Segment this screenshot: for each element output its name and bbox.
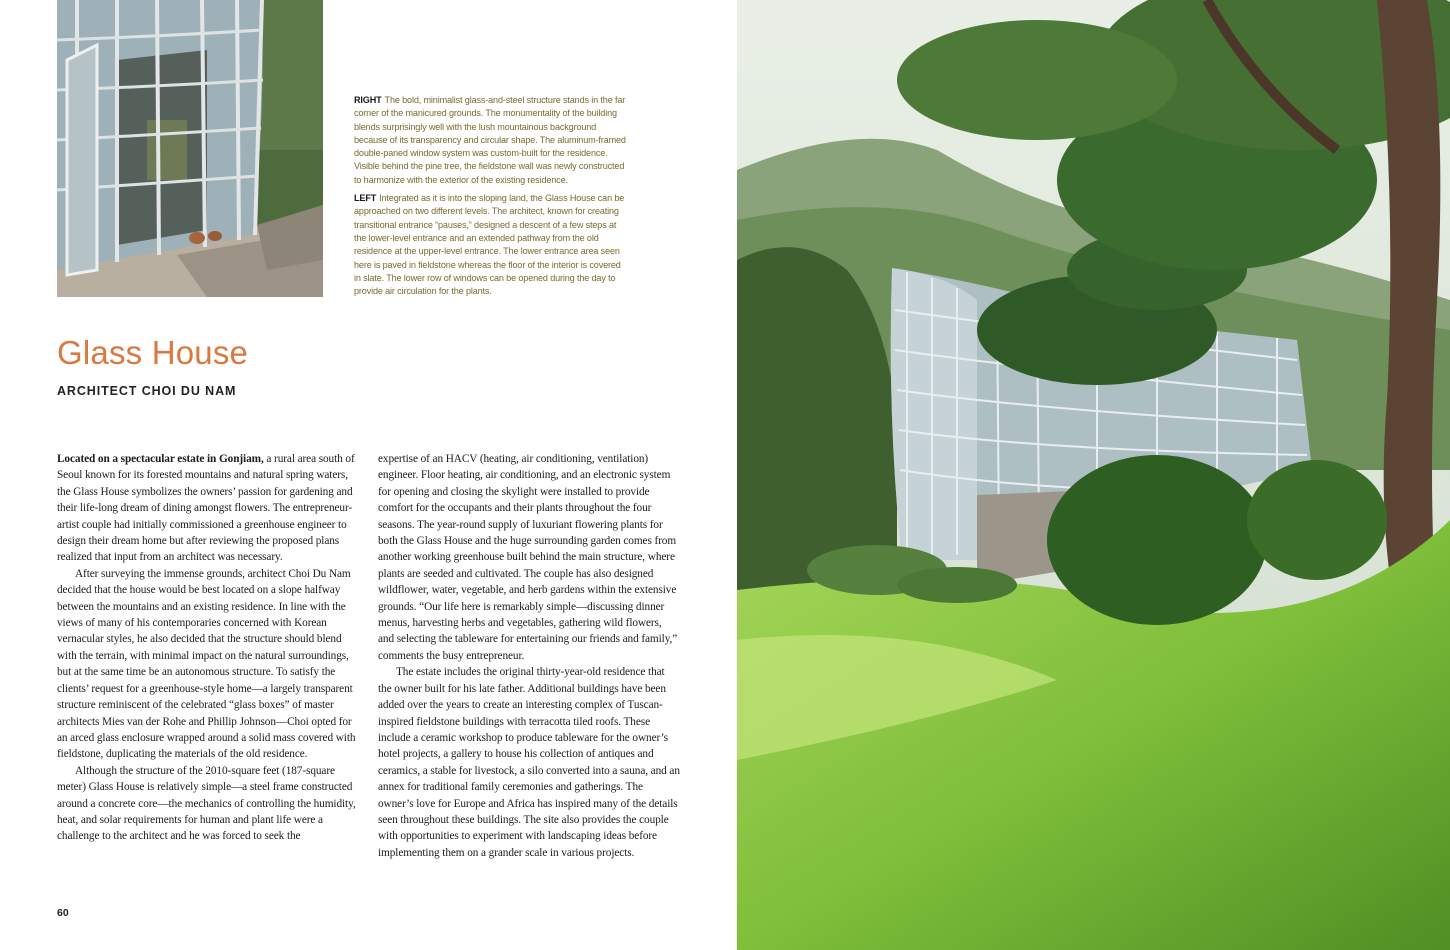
caption-lead: RIGHT — [354, 95, 382, 105]
glass-house-exterior-photo — [737, 0, 1450, 950]
caption-text: Integrated as it is into the sloping land, the Glass House can be approached on two different levels. The architect, known for creating transitional entrance “pauses,” designed a descent of a few steps at the lower-level entrance and an extended pathway from the old residence at the upper-level entrance. The lower entrance area seen here is paved in fieldstone whereas the floor of the interior is covered in slate. The lower row of windows can be opened during the day to provide air circulation for the plants. — [354, 193, 625, 297]
caption-left — [354, 192, 626, 298]
caption-right — [354, 94, 626, 187]
paragraph: expertise of an HACV (heating, air conditioning, ventilation) engineer. Floor heating, air conditioning, and an electronic system for opening and closing the skylight were installed to provide comfort for the occupants and their plants throughout the four seasons. The year-round supply of luxuriant flowering plants for both the Glass House and the huge surrounding garden comes from another working greenhouse built behind the main structure, where plants are seeded and cultivated. The couple has also designed wildflower, water, vegetable, and herb gardens within the extensive grounds. “Our life here is remarkably simple—discussing dinner menus, harvesting herbs and vegetables, gathering wild flowers, and selecting the tableware for entertaining our friends and family,” comments the busy entrepreneur. — [378, 453, 678, 662]
glass-house-entrance-photo — [57, 0, 323, 297]
paragraph — [57, 451, 359, 566]
body-column-1 — [57, 451, 359, 845]
paragraph-lead: Located on a spectacular estate in Gonjiam, — [57, 453, 264, 465]
paragraph: The estate includes the original thirty-year-old residence that the owner built for his late father. Additional buildings have been added over the years to create an interesting complex of Tuscan-inspired fieldstone buildings with terracotta tiled roofs. These include a ceramic workshop to produce tableware for the owner’s hotel projects, a gallery to house his collection of antiques and ceramics, a stable for livestock, a silo converted into a sauna, and an annex for traditional family ceremonies and gatherings. The owner’s love for Europe and Africa has inspired many of the details seen throughout these buildings. The site also provides the couple with opportunities to experiment with landscaping ideas before implementing them on a grander scale in various projects. — [378, 666, 680, 859]
caption-lead: LEFT — [354, 193, 377, 204]
article-title: Glass House — [57, 334, 249, 371]
photo-captions — [354, 94, 626, 303]
caption-text: The bold, minimalist glass-and-steel structure stands in the far corner of the manicured grounds. The monumentality of the building blends surprisingly well with the lush mountainous background because of its transparency and circular shape. The aluminum-framed double-paned window system was custom-built for the residence. Visible behind the pine tree, the fieldstone wall was newly constructed to harmonize with the exterior of the existing residence. — [354, 95, 626, 185]
paragraph: After surveying the immense grounds, architect Choi Du Nam decided that the house would be best located on a slope halfway between the mountains and an existing residence. In line with the views of many of his contemporaries concerned with Korean vernacular styles, he also decided that the structure should blend with the terrain, with minimal impact on the natural surroundings, but at the same time be an autonomous structure. To satisfy the clients’ request for a greenhouse-style home—a largely transparent structure reminiscent of the celebrated “glass boxes” of master architects Mies van der Rohe and Phillip Johnson—Choi opted for an arced glass enclosure wrapped around a solid mass covered with fieldstone, duplicating the materials of the old residence. — [57, 567, 356, 761]
paragraph: Although the structure of the 2010-square feet (187-square meter) Glass House is relatively simple—a steel frame constructed around a concrete core—the mechanics of controlling the humidity, heat, and solar requirements for human and plant life were a challenge to the architect and he was forced to seek the — [57, 764, 356, 843]
page-number: 60 — [57, 907, 69, 919]
article-subtitle: ARCHITECT CHOI DU NAM — [57, 384, 237, 398]
body-column-2 — [378, 451, 680, 861]
paragraph-text: a rural area south of Seoul known for its forested mountains and natural spring waters, the Glass House symbolizes the owners’ passion for gardening and their life-long dream of dining amongst flowers. The entrepreneur-artist couple had initially commissioned a greenhouse engineer to design their dream home but after reviewing the proposed plans realized that input from an architect was necessary. — [57, 453, 355, 564]
